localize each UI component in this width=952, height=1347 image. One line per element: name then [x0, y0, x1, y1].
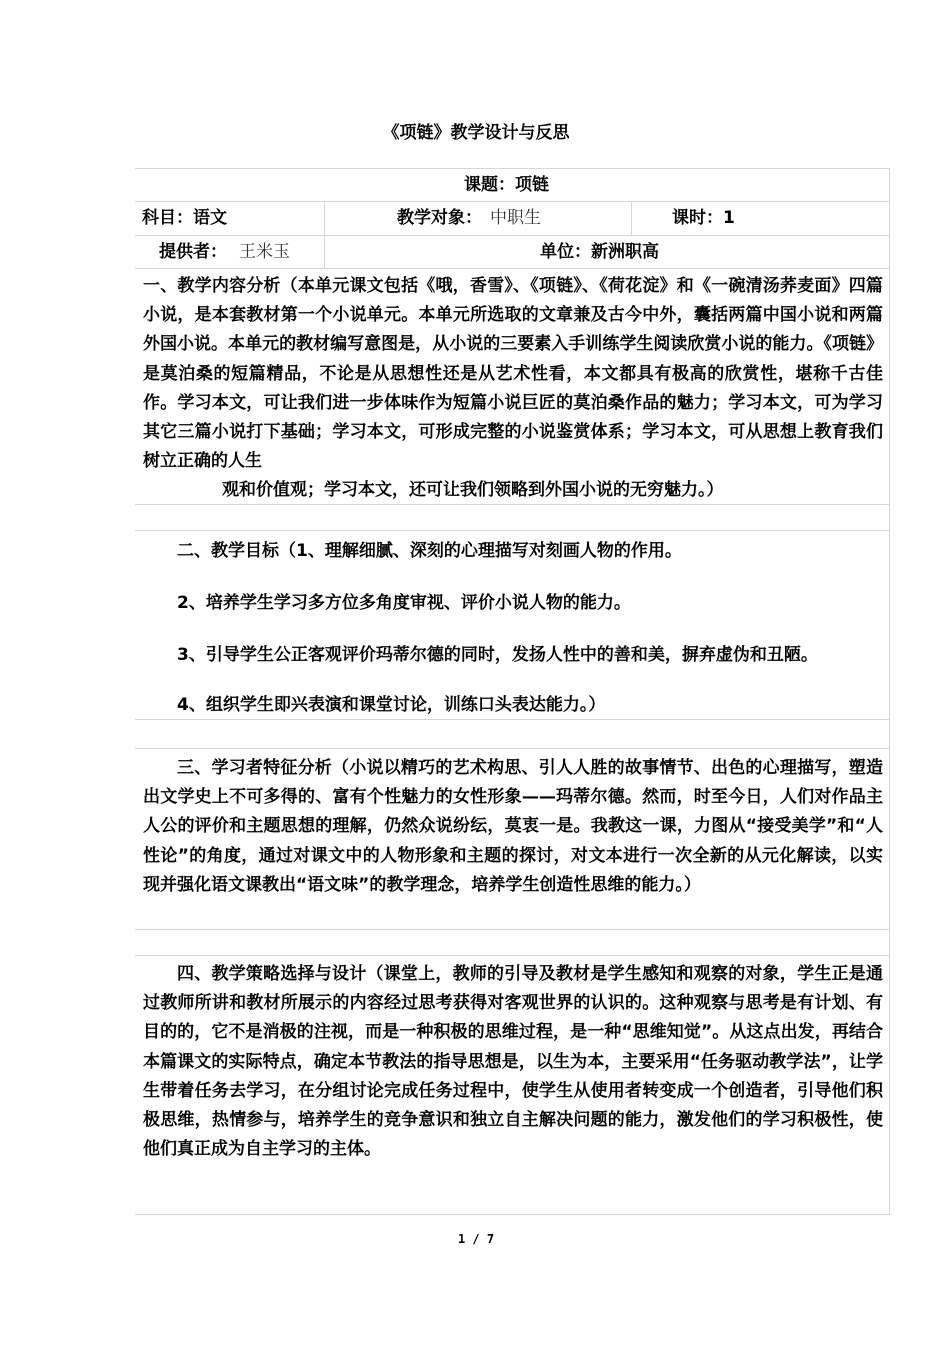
grid-line [135, 719, 890, 720]
grid-line [135, 530, 890, 531]
goal-item: 2、培养学生学习多方位多角度审视、评价小说人物的能力。 [177, 593, 631, 613]
goal-item: 4、组织学生即兴表演和课堂讨论，训练口头表达能力。） [177, 695, 606, 715]
subject-cell: 科目：语文 [142, 208, 227, 228]
grid-line [135, 955, 890, 956]
grid-line [631, 201, 632, 235]
learner-analysis-paragraph: 三、学习者特征分析（小说以精巧的艺术构思、引人人胜的故事情节、出色的心理描写，塑造出文学史上不可多得的、富有个性魅力的女性形象——玛蒂尔德。然而，时至今日，人们对作品主人公的评价和主题思想的理解，仍然众说纷纭，莫衷一是。我教这一课，力图从“接受美学”和“人性论”的角度，通过对课文中的人物形象和主题的探讨，对文本进行一次全新的从元化解读，以实现并强化语文课教出“语文味”的教学理念，培养学生创造性思维的能力。） [143, 758, 883, 895]
grid-line [135, 1214, 890, 1215]
content-analysis-paragraph: 一、教学内容分析（本单元课文包括《哦，香雪》、《项链》、《荷花淀》和《一碗清汤荞麦面》四篇小说，是本套教材第一个小说单元。本单元所选取的文章兼及古今中外，囊括两篇中国小说和两篇外国小说。本单元的教材编写意图是，从小说的三要素入手训练学生阅读欣赏小说的能力。《项链》是莫泊桑的短篇精品，不论是从思想性还是从艺术性看，本文都具有极高的欣赏性，堪称千古佳作。学习本文，可让我们进一步体味作为短篇小说巨匠的莫泊桑作品的魅力；学习本文，可为学习其它三篇小说打下基础；学习本文，可形成完整的小说鉴赏体系；学习本文，可从思想上教育我们树立正确的人生 [143, 276, 883, 472]
strategy-paragraph: 四、教学策略选择与设计（课堂上，教师的引导及教材是学生感知和观察的对象，学生正是通过教师所讲和教材所展示的内容经过思考获得对客观世界的认识的。这种观察与思考是有计划、有目的的，它不是消极的注视，而是一种积极的思维过程，是一种“思维知觉”。从这点出发，再结合本篇课文的实际特点，确定本节教法的指导思想是，以生为本，主要采用“任务驱动教学法”，让学生带着任务去学习，在分组讨论完成任务过程中，使学生从使用者转变成一个创造者，引导他们积极思维，热情参与，培养学生的竞争意识和独立自主解决问题的能力，激发他们的学习积极性，使他们真正成为自主学习的主体。 [143, 964, 883, 1160]
document-title: 《项链》教学设计与反思 [382, 123, 570, 143]
provider-value: 王米玉 [239, 242, 290, 262]
grid-line [135, 748, 890, 749]
grid-line [324, 201, 325, 268]
grid-line [889, 168, 890, 1215]
unit-cell: 单位：新洲职高 [540, 242, 659, 262]
goal-item: 3、引导学生公正客观评价玛蒂尔德的同时，发扬人性中的善和美，摒弃虚伪和丑陋。 [177, 645, 818, 665]
provider-label: 提供者： [159, 242, 227, 262]
page-indicator: 1 / 7 [457, 1232, 495, 1246]
audience-cell [397, 202, 541, 234]
grid-line [135, 929, 890, 930]
content-analysis-last-line: 观和价值观；学习本文，还可让我们领略到外国小说的无穷魅力。） [222, 480, 724, 500]
grid-line [135, 268, 890, 269]
audience-label: 教学对象： [397, 208, 482, 228]
topic-cell: 课题：项链 [464, 175, 549, 195]
periods-cell: 课时：1 [672, 208, 735, 228]
goal-item: 二、教学目标（1、理解细腻、深刻的心理描写对刻画人物的作用。 [177, 541, 682, 561]
provider-cell [159, 236, 290, 268]
audience-value: 中职生 [490, 208, 541, 228]
